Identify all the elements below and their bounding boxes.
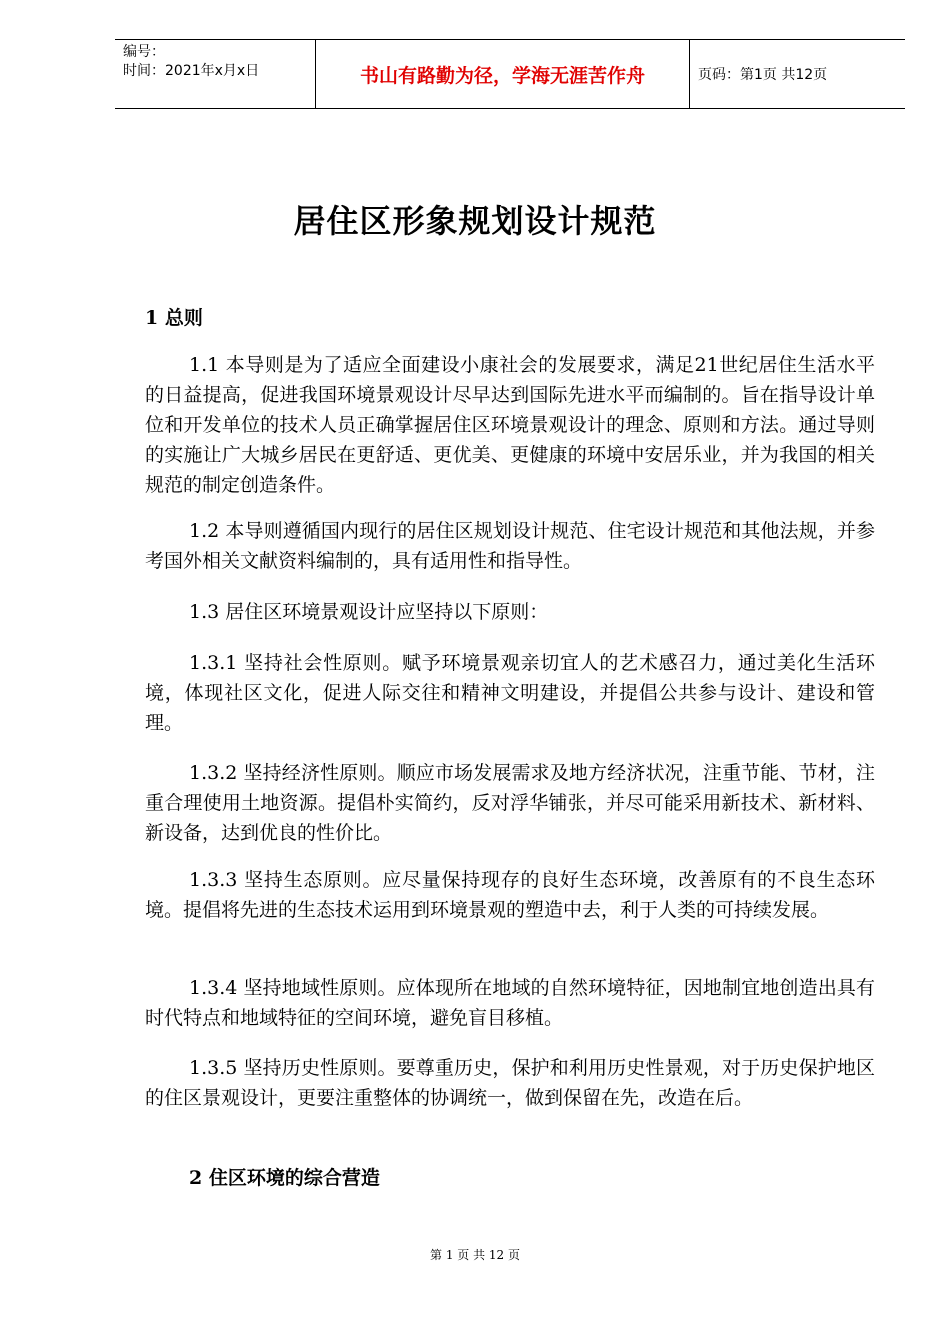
- page-footer: 第 1 页 共 12 页: [430, 1248, 520, 1262]
- paragraph-text: 1.3 居住区环境景观设计应坚持以下原则：: [189, 601, 549, 623]
- paragraph-text: 1.2 本导则遵循国内现行的居住区规划设计规范、住宅设计规范和其他法规，并参考国外相关文献资料编制的，具有适用性和指导性。: [145, 520, 875, 572]
- time-label: 时间：2021年x月x日: [123, 63, 260, 79]
- paragraph-1-3-4: [145, 973, 875, 1033]
- paragraph-1-2: [145, 516, 875, 576]
- paragraph-text: 1.3.3 坚持生态原则。应尽量保持现存的良好生态环境，改善原有的不良生态环境。提倡将先进的生态技术运用到环境景观的塑造中去，利于人类的可持续发展。: [145, 869, 875, 921]
- paragraph-text: 1.3.2 坚持经济性原则。顺应市场发展需求及地方经济状况，注重节能、节材，注重合理使用土地资源。提倡朴实简约，反对浮华铺张，并尽可能采用新技术、新材料、新设备，达到优良的性价比。: [145, 762, 875, 844]
- paragraph-1-3-3: [145, 865, 875, 925]
- section-heading-1: 1 总则: [145, 307, 203, 329]
- paragraph-1-3-5: [145, 1053, 875, 1113]
- document-title: 居住区形象规划设计规范: [293, 202, 657, 240]
- paragraph-1-1: [145, 350, 875, 500]
- paragraph-text: 1.3.4 坚持地域性原则。应体现所在地域的自然环境特征，因地制宜地创造出具有时代特点和地域特征的空间环境，避免盲目移植。: [145, 977, 875, 1029]
- paragraph-1-3: [145, 597, 875, 627]
- header-page-info: 页码：第1页 共12页: [698, 67, 828, 83]
- paragraph-1-3-2: [145, 758, 875, 848]
- paragraph-1-3-1: [145, 648, 875, 738]
- header-motto: 书山有路勤为径，学海无涯苦作舟: [316, 40, 690, 108]
- section-heading-2: 2 住区环境的综合营造: [189, 1167, 380, 1189]
- header-table: [115, 39, 905, 109]
- paragraph-text: 1.3.5 坚持历史性原则。要尊重历史，保护和利用历史性景观，对于历史保护地区的住区景观设计，更要注重整体的协调统一，做到保留在先，改造在后。: [145, 1057, 875, 1109]
- serial-label: 编号：: [123, 44, 165, 60]
- header-meta: [115, 40, 316, 108]
- paragraph-text: 1.1 本导则是为了适应全面建设小康社会的发展要求，满足21世纪居住生活水平的日益提高，促进我国环境景观设计尽早达到国际先进水平而编制的。旨在指导设计单位和开发单位的技术人员正确掌握居住区环境景观设计的理念、原则和方法。通过导则的实施让广大城乡居民在更舒适、更优美、更健康的环境中安居乐业，并为我国的相关规范的制定创造条件。: [145, 354, 875, 496]
- paragraph-text: 1.3.1 坚持社会性原则。赋予环境景观亲切宜人的艺术感召力，通过美化生活环境，体现社区文化，促进人际交往和精神文明建设，并提倡公共参与设计、建设和管理。: [145, 652, 875, 734]
